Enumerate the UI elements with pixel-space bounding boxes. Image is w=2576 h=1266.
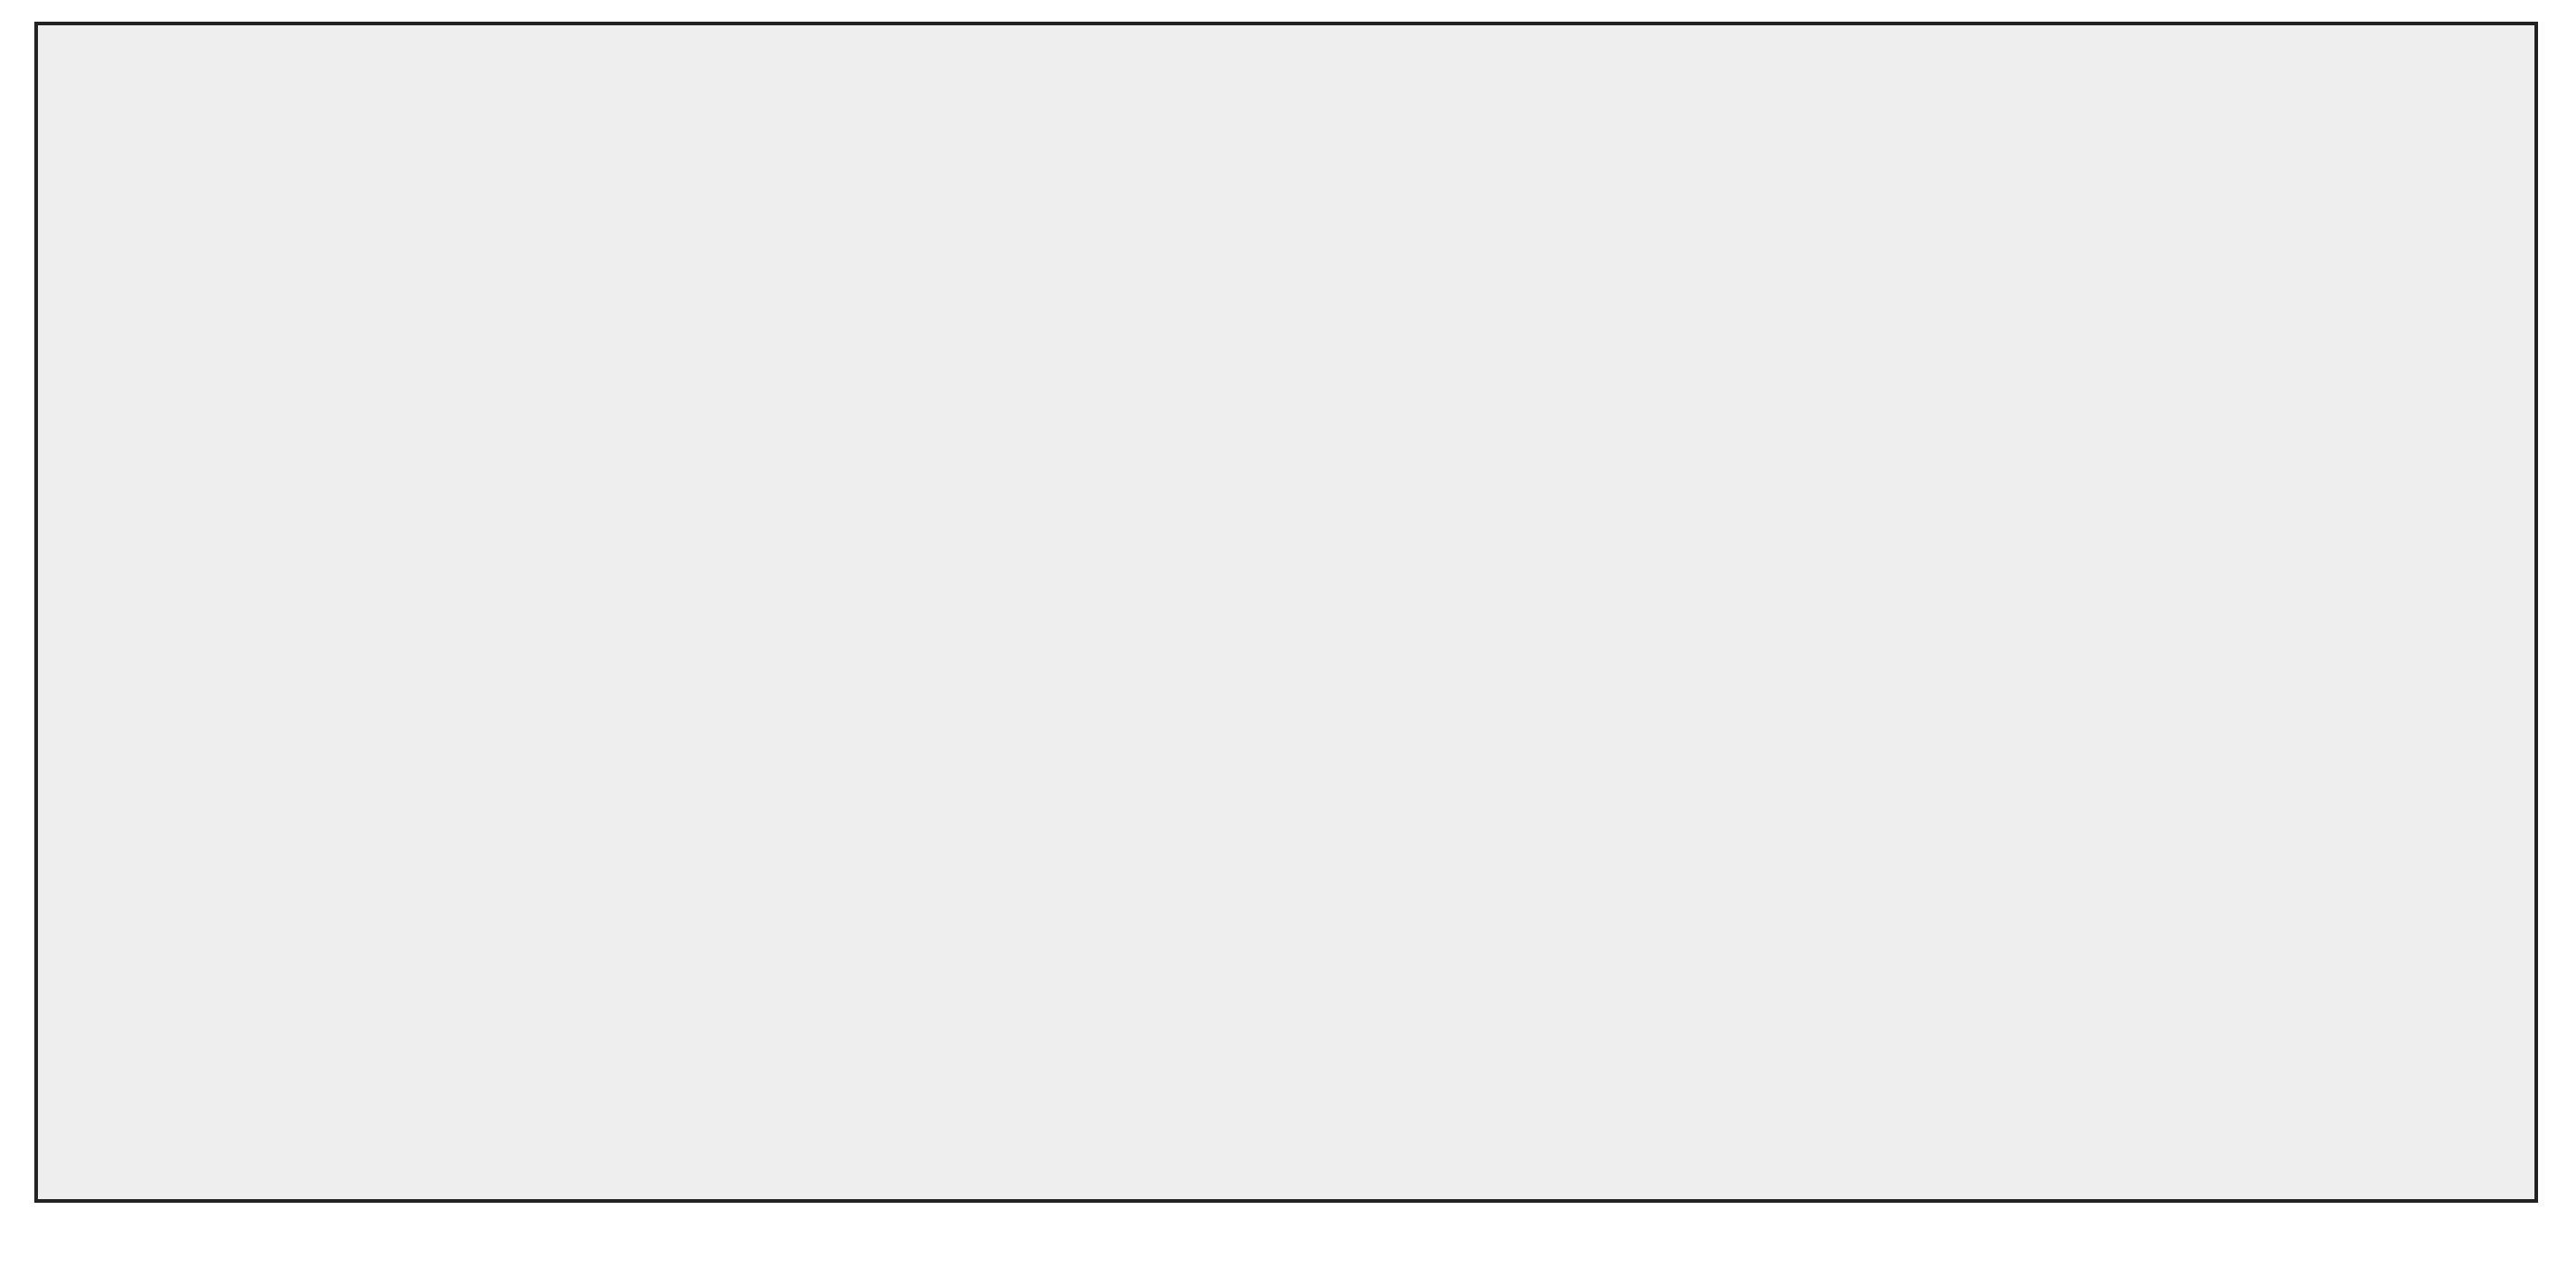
notice-frame <box>34 22 2538 1203</box>
